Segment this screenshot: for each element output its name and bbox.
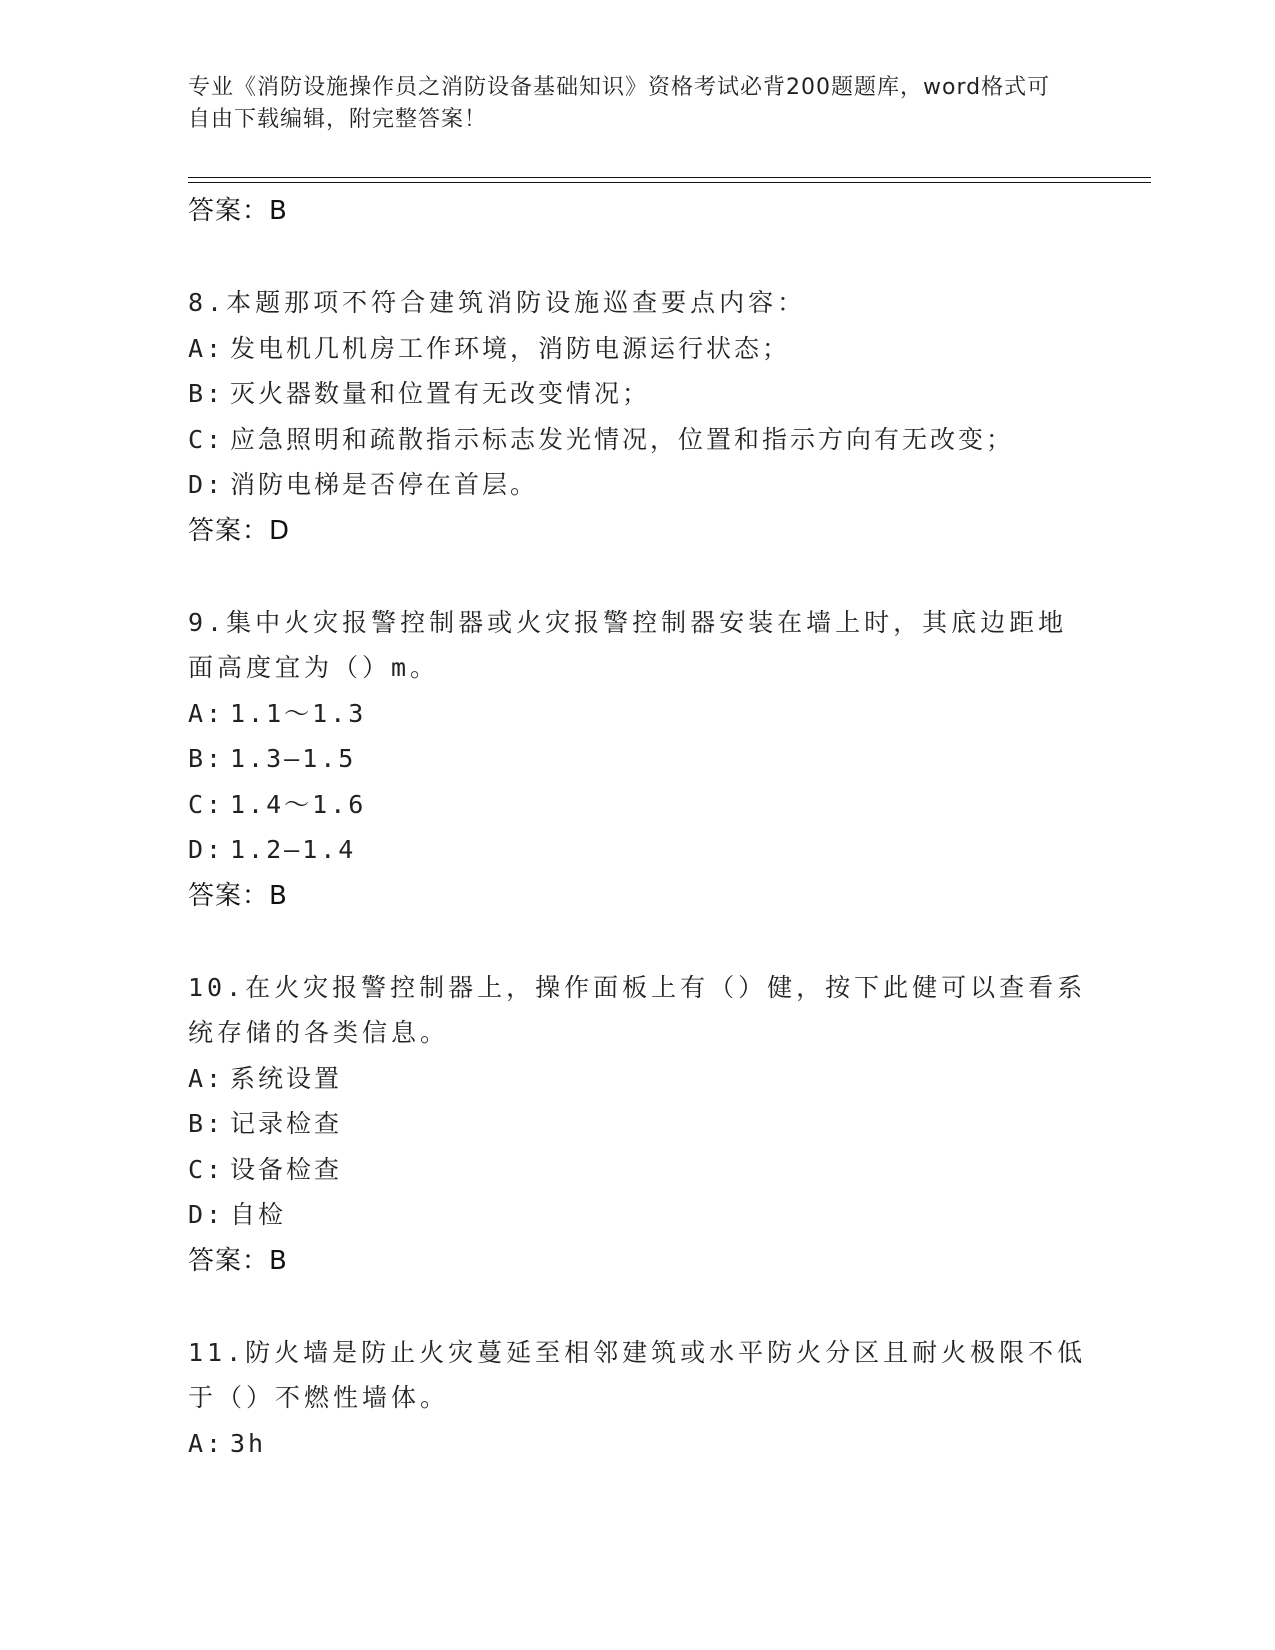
- option-key: D:: [188, 835, 225, 864]
- option-key: B:: [188, 1109, 225, 1138]
- question-stem: 9.集中火灾报警控制器或火灾报警控制器安装在墙上时，其底边距地面高度宜为（）m。: [188, 607, 1068, 682]
- option-text: 自检: [230, 1200, 287, 1229]
- option-text: 1.3—1.5: [230, 744, 357, 773]
- answer-line: 答案：D: [188, 515, 291, 546]
- option-key: A:: [188, 1428, 225, 1458]
- option-c: [188, 1147, 1088, 1193]
- option-b: [188, 736, 1088, 782]
- option-d: [188, 1192, 1088, 1238]
- question-item: [188, 1330, 1088, 1467]
- option-text: 1.1～1.3: [230, 698, 367, 728]
- question-stem: 10.在火灾报警控制器上，操作面板上有（）健，按下此健可以查看系统存储的各类信息。: [188, 972, 1087, 1047]
- answer-line: 答案：B: [188, 1245, 288, 1276]
- answer-line: 答案：B: [188, 196, 288, 226]
- question-item: [188, 600, 1088, 919]
- option-c: [188, 782, 1088, 828]
- option-key: A:: [188, 333, 225, 363]
- question-item: [188, 965, 1088, 1284]
- option-text: 灭火器数量和位置有无改变情况；: [230, 379, 651, 408]
- question-stem: 11.防火墙是防止火灾蔓延至相邻建筑或水平防火分区且耐火极限不低于（）不燃性墙体。: [188, 1337, 1087, 1412]
- option-key: A:: [188, 1063, 225, 1093]
- question-item: [188, 280, 1088, 554]
- option-c: [188, 417, 1088, 463]
- option-a: [188, 1056, 1088, 1102]
- option-a: [188, 326, 1088, 372]
- option-b: [188, 371, 1088, 417]
- option-text: 设备检查: [230, 1154, 343, 1184]
- option-text: 应急照明和疏散指示标志发光情况，位置和指示方向有无改变；: [230, 424, 1015, 454]
- option-key: C:: [188, 1154, 225, 1184]
- option-text: 1.4～1.6: [230, 789, 367, 819]
- option-d: [188, 462, 1088, 508]
- option-key: B:: [188, 744, 225, 773]
- option-key: B:: [188, 379, 225, 408]
- option-a: [188, 691, 1088, 737]
- option-key: C:: [188, 789, 225, 819]
- option-d: [188, 827, 1088, 873]
- option-text: 系统设置: [230, 1063, 343, 1093]
- option-key: A:: [188, 698, 225, 728]
- option-a: [188, 1421, 1088, 1467]
- option-text: 消防电梯是否停在首层。: [230, 470, 539, 499]
- option-text: 发电机几机房工作环境，消防电源运行状态；: [230, 333, 791, 363]
- header-rule-bottom: [188, 182, 1151, 183]
- option-b: [188, 1101, 1088, 1147]
- option-text: 1.2—1.4: [230, 835, 357, 864]
- option-key: C:: [188, 424, 225, 454]
- option-text: 3h: [230, 1428, 267, 1458]
- option-key: D:: [188, 470, 225, 499]
- question-content: [188, 188, 1088, 1466]
- document-header: 专业《消防设施操作员之消防设备基础知识》资格考试必背200题题库，word格式可自由下载编辑，附完整答案！: [188, 75, 1051, 132]
- question-stem: 8.本题那项不符合建筑消防设施巡查要点内容：: [188, 288, 807, 317]
- answer-line: 答案：B: [188, 880, 288, 911]
- header-rule-top: [188, 177, 1151, 178]
- option-key: D:: [188, 1200, 225, 1229]
- option-text: 记录检查: [230, 1109, 343, 1138]
